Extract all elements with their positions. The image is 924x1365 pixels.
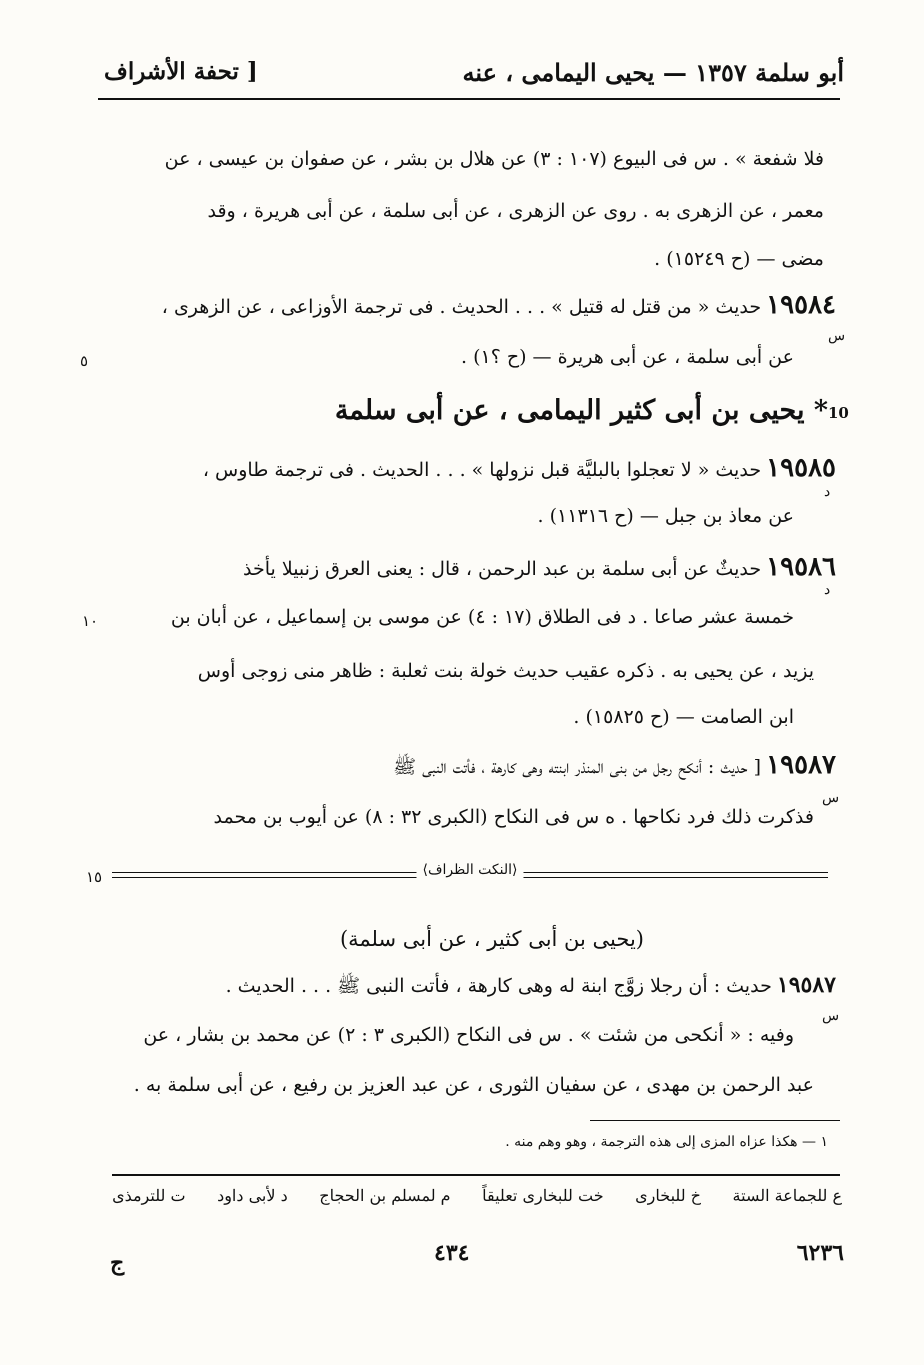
subsection-title: (يحيى بن أبى كثير ، عن أبى سلمة) (339, 927, 644, 951)
text-line: حديث : أن رجلا زوَّج ابنة له وهى كارهة ، فأتت النبى ﷺ . . . الحديث . (225, 975, 772, 997)
running-header-left: [ تحفة الأشراف (104, 58, 258, 85)
hadith-entry-19587 (393, 750, 836, 783)
footnote-rule (590, 1120, 840, 1121)
text-line: حديث « لا تعجلوا بالبليَّة قبل نزولها » . . . الحديث . فى ترجمة طاوس ، (202, 459, 762, 481)
text-line: مضى — (ح ١٥٢٤٩) . (654, 248, 824, 270)
hadith-number: ١٩٥٨٧ (776, 972, 836, 998)
text-line: حديث « من قتل له قتيل » . . . الحديث . فى ترجمة الأوزاعى ، عن الزهرى ، (161, 296, 762, 318)
hadith-number: ١٩٥٨٦ (766, 552, 836, 582)
abbrev-item: ع للجماعة الستة (732, 1186, 842, 1205)
abbrev-item: ت للترمذى (112, 1186, 186, 1205)
text-line: فذكرت ذلك فرد نكاحها . ه س فى النكاح (الكبرى ٣٢ : ٨) عن أيوب بن محمد (213, 806, 814, 828)
nukat-entry-19587 (226, 972, 836, 1002)
margin-line-number: 10 (828, 404, 849, 422)
margin-line-number: ٥ (80, 352, 89, 370)
page-number: ٤٣٤ (434, 1240, 470, 1266)
abbrev-rule (112, 1174, 840, 1176)
siglum: د (824, 582, 831, 598)
siglum: س (828, 328, 846, 344)
abbrev-item: د لأبى داود (217, 1186, 288, 1205)
footnote: ١ — هكذا عزاه المزى إلى هذه الترجمة ، وهو وهم منه . (505, 1134, 828, 1150)
text-line: وفيه : « أنكحى من شئت » . س فى النكاح (الكبرى ٣ : ٢) عن محمد بن بشار ، عن (143, 1024, 794, 1046)
abbrev-item: خ للبخارى (635, 1186, 701, 1205)
hadith-entry-19585 (203, 453, 836, 483)
section-heading: * يحيى بن أبى كثير اليمامى ، عن أبى سلمة (334, 395, 828, 426)
text-line: عن أبى سلمة ، عن أبى هريرة — (ح ؟١) . (461, 346, 794, 368)
siglum: د (824, 484, 831, 500)
text-line: عبد الرحمن بن مهدى ، عن سفيان الثورى ، عن عبد العزيز بن رفيع ، عن أبى سلمة به . (133, 1074, 814, 1096)
margin-line-number: ١٥ (86, 868, 103, 886)
hadith-number: ١٩٥٨٤ (766, 290, 836, 320)
text-line: فلا شفعة » . س فى البيوع (١٠٧ : ٣) عن هلال بن بشر ، عن صفوان بن عيسى ، عن (164, 148, 824, 170)
text-line: خمسة عشر صاعا . د فى الطلاق (١٧ : ٤) عن موسى بن إسماعيل ، عن أبان بن (170, 606, 794, 628)
siglum: س (822, 1008, 840, 1024)
section-divider: ⟨النكت الظراف⟩ (112, 872, 828, 880)
text-line: يزيد ، عن يحيى به . ذكره عقيب حديث خولة بنت ثعلبة : ظاهر منى زوجى أوس (197, 660, 814, 682)
running-header-right: أبو سلمة ١٣٥٧ — يحيى اليمامى ، عنه (462, 58, 844, 87)
hadith-entry-19584 (162, 290, 836, 320)
hadith-number: ١٩٥٨٥ (766, 453, 836, 483)
divider-label: النكت الظراف (427, 862, 513, 878)
hadith-number: ١٩٥٨٧ (766, 750, 836, 780)
volume-marker: ج (110, 1250, 125, 1276)
hadith-range-number: ٦٢٣٦ (796, 1240, 844, 1266)
text-line: [ حديث : أنكح رجل من بنى المنذر ابنته وهى كارهة ، فأتت النبى ﷺ (393, 756, 762, 778)
abbrev-item: خت للبخارى تعليقاً (482, 1186, 604, 1205)
abbreviation-key (112, 1186, 842, 1205)
header-rule (98, 98, 840, 100)
siglum: س (822, 790, 840, 806)
text-line: معمر ، عن الزهرى به . روى عن الزهرى ، عن أبى سلمة ، عن أبى هريرة ، وقد (207, 200, 824, 222)
hadith-entry-19586 (243, 552, 836, 582)
margin-line-number: ١٠ (82, 612, 99, 630)
text-line: ابن الصامت — (ح ١٥٨٢٥) . (573, 706, 794, 728)
text-line: حديثٌ عن أبى سلمة بن عبد الرحمن ، قال : يعنى العرق زنبيلا يأخذ (243, 558, 762, 580)
abbrev-item: م لمسلم بن الحجاج (319, 1186, 451, 1205)
text-line: عن معاذ بن جبل — (ح ١١٣١٦) . (537, 505, 794, 527)
